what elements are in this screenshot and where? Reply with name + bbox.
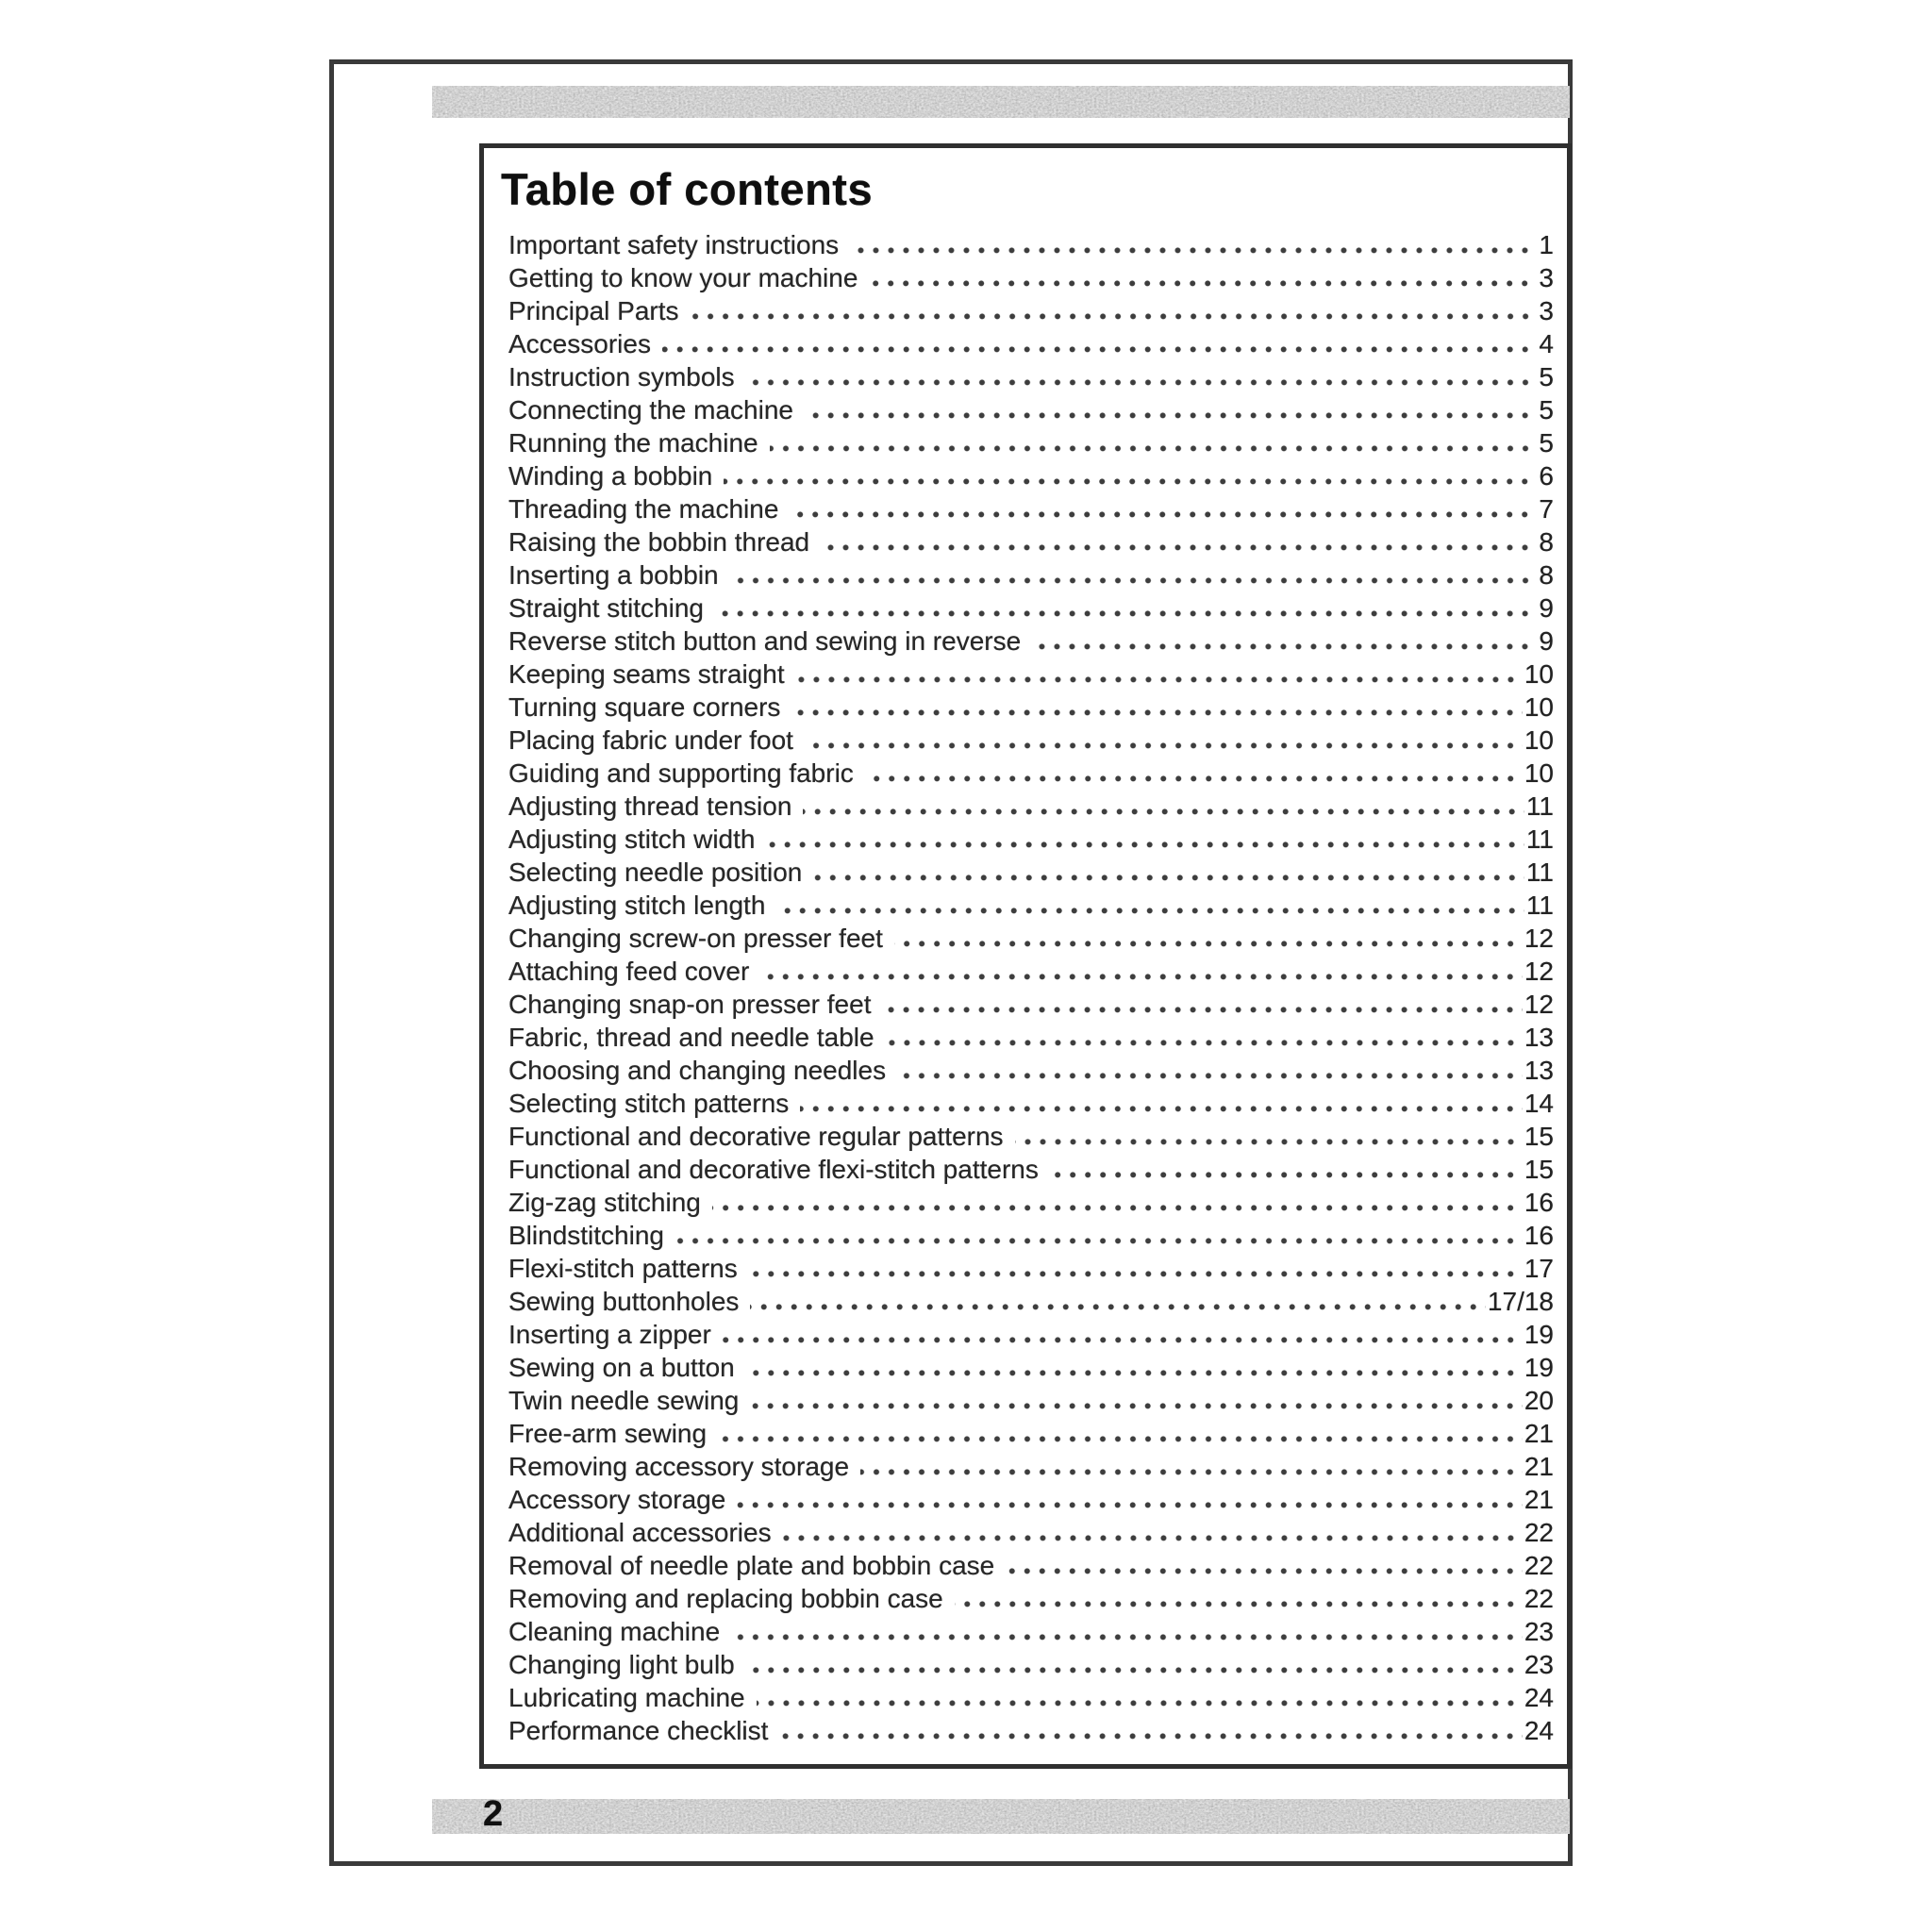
dot-leader — [1050, 1172, 1523, 1178]
toc-row — [508, 1153, 1554, 1186]
toc-entry-page: 11 — [1525, 791, 1554, 821]
toc-entry-label: Running the machine — [508, 428, 758, 458]
toc-row — [508, 955, 1554, 988]
toc-row — [508, 691, 1554, 724]
dot-leader — [865, 775, 1523, 782]
dot-leader — [886, 1040, 1523, 1046]
toc-entry-label: Twin needle sewing — [508, 1386, 740, 1415]
toc-entry-label: Turning square corners — [508, 692, 781, 722]
dot-leader — [750, 1304, 1486, 1310]
toc-entry-page: 17/18 — [1487, 1287, 1554, 1316]
toc-entry-page: 11 — [1525, 824, 1554, 854]
toc-row — [508, 625, 1554, 658]
toc-entry-page: 22 — [1524, 1518, 1554, 1547]
toc-row — [508, 1516, 1554, 1549]
page-title: Table of contents — [501, 164, 874, 214]
toc-row — [508, 1450, 1554, 1483]
toc-row — [508, 1384, 1554, 1417]
dot-leader — [737, 1502, 1523, 1508]
toc-row — [508, 261, 1554, 294]
toc-entry-page: 4 — [1539, 329, 1554, 358]
toc-entry-page: 21 — [1524, 1452, 1554, 1481]
toc-entry-label: Fabric, thread and needle table — [508, 1023, 874, 1052]
toc-entry-label: Guiding and supporting fabric — [508, 758, 854, 788]
toc-row — [508, 393, 1554, 426]
toc-entry-label: Sewing buttonholes — [508, 1287, 740, 1316]
toc-entry-label: Adjusting stitch length — [508, 891, 766, 920]
toc-row — [508, 790, 1554, 823]
toc-entry-page: 19 — [1524, 1320, 1554, 1349]
dot-leader — [723, 1337, 1523, 1343]
toc-entry-page: 5 — [1539, 395, 1554, 425]
toc-entry-page: 7 — [1539, 494, 1554, 524]
dot-leader — [955, 1601, 1523, 1607]
toc-entry-label: Selecting stitch patterns — [508, 1089, 790, 1118]
toc-entry-page: 12 — [1524, 957, 1554, 986]
toc-entry-page: 9 — [1539, 593, 1554, 623]
dot-leader — [770, 445, 1538, 452]
scan-noise-band-top — [432, 86, 1570, 118]
dot-leader — [757, 1700, 1523, 1707]
dot-leader — [821, 544, 1537, 551]
dot-leader — [779, 1733, 1522, 1740]
toc-entry-label: Reverse stitch button and sewing in reverse — [508, 626, 1022, 656]
toc-entry-page: 17 — [1524, 1254, 1554, 1283]
toc-entry-page: 8 — [1539, 560, 1554, 590]
toc-entry-label: Accessories — [508, 329, 651, 358]
dot-leader — [1015, 1139, 1523, 1145]
toc-entry-label: Adjusting stitch width — [508, 824, 756, 854]
toc-entry-page: 24 — [1524, 1716, 1554, 1745]
toc-entry-label: Keeping seams straight — [508, 659, 785, 689]
toc-row — [508, 327, 1554, 360]
toc-entry-page: 22 — [1524, 1551, 1554, 1580]
toc-entry-page: 21 — [1524, 1419, 1554, 1448]
toc-row — [508, 1021, 1554, 1054]
toc-row — [508, 426, 1554, 459]
dot-leader — [715, 610, 1537, 617]
dot-leader — [749, 1271, 1523, 1277]
dot-leader — [746, 1667, 1523, 1674]
dot-leader — [731, 1634, 1523, 1641]
dot-leader — [882, 1007, 1522, 1013]
toc-row — [508, 922, 1554, 955]
dot-leader — [805, 742, 1523, 749]
dot-leader — [691, 313, 1538, 320]
dot-leader — [897, 1073, 1523, 1079]
toc-entry-label: Sewing on a button — [508, 1353, 735, 1382]
toc-entry-label: Important safety instructions — [508, 230, 840, 259]
dot-leader — [675, 1238, 1523, 1244]
toc-row — [508, 1351, 1554, 1384]
toc-entry-page: 13 — [1524, 1056, 1554, 1085]
toc-entry-page: 22 — [1524, 1584, 1554, 1613]
dot-leader — [803, 808, 1524, 815]
toc-entry-page: 8 — [1539, 527, 1554, 557]
toc-entry-label: Threading the machine — [508, 494, 779, 524]
dot-leader — [805, 412, 1537, 419]
toc-entry-label: Accessory storage — [508, 1485, 726, 1514]
toc-row — [508, 724, 1554, 757]
toc-row — [508, 1285, 1554, 1318]
toc-entry-label: Zig-zag stitching — [508, 1188, 701, 1217]
toc-row — [508, 492, 1554, 525]
toc-entry-label: Additional accessories — [508, 1518, 772, 1547]
toc-entry-label: Removing and replacing bobbin case — [508, 1584, 943, 1613]
dot-leader — [746, 379, 1538, 386]
dot-leader — [750, 1403, 1522, 1409]
toc-entry-label: Removal of needle plate and bobbin case — [508, 1551, 995, 1580]
toc-entry-page: 11 — [1525, 858, 1554, 887]
toc-row — [508, 591, 1554, 625]
toc-row — [508, 1186, 1554, 1219]
dot-leader — [1032, 643, 1537, 650]
toc-entry-page: 21 — [1524, 1485, 1554, 1514]
toc-entry-page: 12 — [1524, 924, 1554, 953]
toc-entry-page: 9 — [1539, 626, 1554, 656]
dot-leader — [730, 577, 1538, 584]
toc-entry-label: Free-arm sewing — [508, 1419, 708, 1448]
toc-row — [508, 889, 1554, 922]
toc-row — [508, 525, 1554, 558]
toc-row — [508, 1120, 1554, 1153]
dot-leader — [662, 346, 1537, 353]
toc-entry-label: Winding a bobbin — [508, 461, 713, 491]
toc-entry-page: 1 — [1539, 230, 1554, 259]
toc-row — [508, 1318, 1554, 1351]
toc-row — [508, 1252, 1554, 1285]
dot-leader — [796, 676, 1523, 683]
toc-row — [508, 1219, 1554, 1252]
toc-entry-page: 5 — [1539, 428, 1554, 458]
toc-row — [508, 228, 1554, 261]
toc-entry-page: 10 — [1524, 758, 1554, 788]
toc-entry-label: Changing light bulb — [508, 1650, 735, 1679]
toc-entry-label: Inserting a zipper — [508, 1320, 711, 1349]
toc-entry-page: 3 — [1539, 263, 1554, 292]
toc-row — [508, 757, 1554, 790]
toc-row — [508, 658, 1554, 691]
toc-entry-label: Placing fabric under foot — [508, 725, 793, 755]
toc-row — [508, 1087, 1554, 1120]
dot-leader — [746, 1370, 1523, 1376]
toc-entry-label: Lubricating machine — [508, 1683, 745, 1712]
toc-entry-label: Connecting the machine — [508, 395, 793, 425]
toc-entry-page: 10 — [1524, 659, 1554, 689]
toc-entry-label: Performance checklist — [508, 1716, 769, 1745]
toc-entry-label: Blindstitching — [508, 1221, 664, 1250]
toc-entry-page: 15 — [1524, 1122, 1554, 1151]
dot-leader — [776, 908, 1524, 914]
dot-leader — [760, 974, 1523, 980]
dot-leader — [724, 478, 1537, 485]
toc-row — [508, 1417, 1554, 1450]
toc-entry-page: 11 — [1525, 891, 1554, 920]
toc-entry-page: 10 — [1524, 725, 1554, 755]
dot-leader — [1006, 1568, 1523, 1574]
dot-leader — [869, 280, 1537, 287]
toc-row — [508, 294, 1554, 327]
dot-leader — [790, 511, 1537, 518]
toc-entry-label: Adjusting thread tension — [508, 791, 792, 821]
toc-entry-label: Selecting needle position — [508, 858, 803, 887]
dot-leader — [860, 1469, 1523, 1475]
toc-row — [508, 459, 1554, 492]
dot-leader — [712, 1205, 1523, 1211]
toc-entry-page: 16 — [1524, 1188, 1554, 1217]
toc-entry-page: 3 — [1539, 296, 1554, 325]
dot-leader — [800, 1106, 1523, 1112]
toc-entry-page: 23 — [1524, 1617, 1554, 1646]
toc-entry-label: Removing accessory storage — [508, 1452, 850, 1481]
toc-entry-label: Cleaning machine — [508, 1617, 721, 1646]
dot-leader — [894, 941, 1523, 947]
dot-leader — [783, 1535, 1523, 1541]
toc-entry-page: 19 — [1524, 1353, 1554, 1382]
toc-entry-label: Choosing and changing needles — [508, 1056, 887, 1085]
toc-row — [508, 823, 1554, 856]
toc-entry-page: 6 — [1539, 461, 1554, 491]
toc-row — [508, 1483, 1554, 1516]
toc-entry-label: Inserting a bobbin — [508, 560, 719, 590]
toc-row — [508, 1582, 1554, 1615]
toc-row — [508, 360, 1554, 393]
toc-entry-label: Instruction symbols — [508, 362, 735, 391]
toc-row — [508, 988, 1554, 1021]
dot-leader — [791, 709, 1522, 716]
dot-leader — [850, 247, 1537, 254]
toc-entry-label: Straight stitching — [508, 593, 704, 623]
toc-entry-page: 24 — [1524, 1683, 1554, 1712]
toc-row — [508, 1714, 1554, 1747]
toc-row — [508, 1549, 1554, 1582]
scan-noise-band-bottom — [432, 1799, 1570, 1834]
toc-entry-label: Functional and decorative flexi-stitch patterns — [508, 1155, 1039, 1184]
toc-entry-label: Getting to know your machine — [508, 263, 858, 292]
toc-entry-page: 14 — [1524, 1089, 1554, 1118]
dot-leader — [718, 1436, 1523, 1442]
toc-entry-page: 23 — [1524, 1650, 1554, 1679]
page-number: 2 — [483, 1794, 504, 1834]
toc-entry-label: Flexi-stitch patterns — [508, 1254, 738, 1283]
toc-row — [508, 1615, 1554, 1648]
toc-entry-label: Principal Parts — [508, 296, 679, 325]
toc-box — [479, 143, 1572, 1769]
toc-row — [508, 1681, 1554, 1714]
toc-entry-page: 13 — [1524, 1023, 1554, 1052]
toc-list — [508, 228, 1554, 1747]
toc-row — [508, 558, 1554, 591]
toc-entry-label: Changing snap-on presser feet — [508, 990, 872, 1019]
toc-entry-page: 20 — [1524, 1386, 1554, 1415]
dot-leader — [766, 841, 1524, 848]
toc-entry-page: 12 — [1524, 990, 1554, 1019]
toc-entry-page: 15 — [1524, 1155, 1554, 1184]
toc-entry-page: 10 — [1524, 692, 1554, 722]
toc-row — [508, 1054, 1554, 1087]
toc-entry-page: 5 — [1539, 362, 1554, 391]
toc-entry-page: 16 — [1524, 1221, 1554, 1250]
dot-leader — [813, 874, 1524, 881]
toc-entry-label: Attaching feed cover — [508, 957, 750, 986]
toc-entry-label: Functional and decorative regular patterns — [508, 1122, 1004, 1151]
toc-row — [508, 856, 1554, 889]
toc-row — [508, 1648, 1554, 1681]
toc-entry-label: Changing screw-on presser feet — [508, 924, 883, 953]
toc-entry-label: Raising the bobbin thread — [508, 527, 810, 557]
